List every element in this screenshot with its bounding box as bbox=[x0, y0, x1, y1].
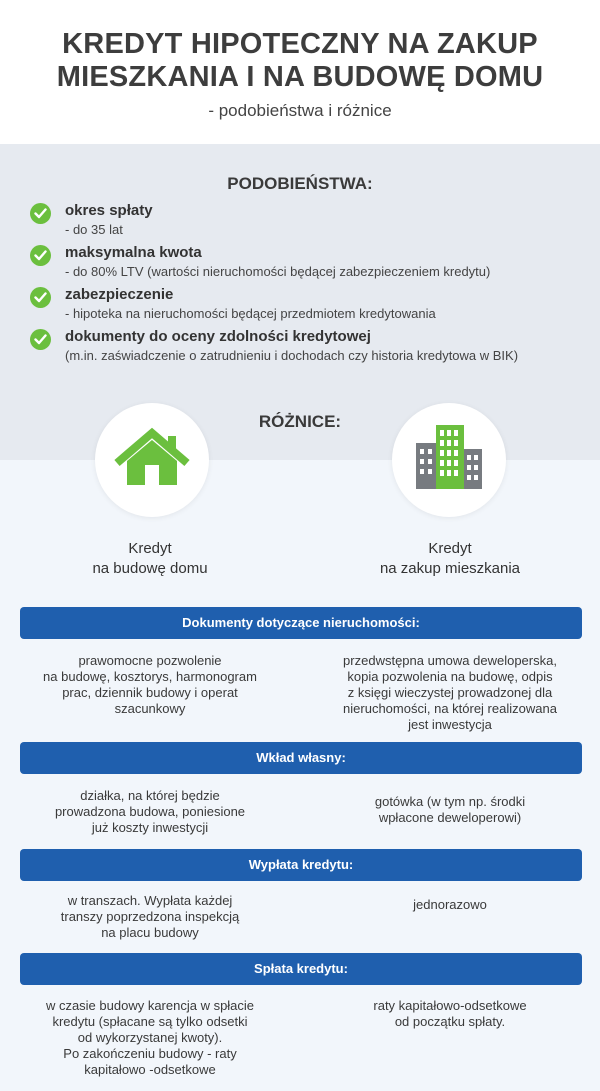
text-line: jednorazowo bbox=[413, 897, 487, 912]
section-bar-documents: Dokumenty dotyczące nieruchomości: bbox=[20, 607, 582, 639]
similarity-title: okres spłaty bbox=[65, 202, 153, 219]
label-line: Kredyt bbox=[128, 540, 172, 557]
text-line: kopia pozwolenia na budowę, odpis bbox=[347, 669, 553, 684]
text-line: prac, dziennik budowy i operat bbox=[62, 685, 238, 700]
text-line: od wykorzystanej kwoty). bbox=[77, 1030, 223, 1045]
label-line: na zakup mieszkania bbox=[379, 560, 521, 577]
section-bar-repayment: Spłata kredytu: bbox=[20, 953, 582, 985]
documents-apartment bbox=[320, 653, 580, 733]
page-title bbox=[0, 28, 600, 94]
text-line: na budowę, kosztorys, harmonogram bbox=[43, 669, 257, 684]
text-line: w transzach. Wypłata każdej bbox=[67, 893, 233, 908]
similarity-title: dokumenty do oceny zdolności kredytowej bbox=[65, 328, 371, 345]
house-loan-label bbox=[40, 539, 260, 579]
own-contribution-apartment bbox=[320, 794, 580, 826]
check-icon bbox=[30, 245, 51, 266]
text-line: Po zakończeniu budowy - raty bbox=[63, 1046, 237, 1061]
similarity-title: maksymalna kwota bbox=[65, 244, 202, 261]
text-line: szacunkowy bbox=[114, 701, 186, 716]
house-icon bbox=[95, 403, 209, 517]
check-icon bbox=[30, 203, 51, 224]
text-line: od początku spłaty. bbox=[394, 1014, 506, 1029]
similarity-desc: - hipoteka na nieruchomości będącej przedmiotem kredytowania bbox=[65, 306, 436, 321]
label-line: na budowę domu bbox=[92, 560, 208, 577]
text-line: kapitałowo -odsetkowe bbox=[84, 1062, 216, 1077]
apartment-loan-label bbox=[340, 539, 560, 579]
text-line: kredytu (spłacane są tylko odsetki bbox=[52, 1014, 248, 1029]
building-icon bbox=[392, 403, 506, 517]
text-line: w czasie budowy karencja w spłacie bbox=[45, 998, 255, 1013]
page-subtitle: - podobieństwa i różnice bbox=[208, 101, 392, 120]
text-line: nieruchomości, na której realizowana bbox=[343, 701, 557, 716]
text-line: gotówka (w tym np. środki bbox=[374, 794, 526, 809]
label-line: Kredyt bbox=[428, 540, 472, 557]
text-line: prawomocne pozwolenie bbox=[78, 653, 222, 668]
similarities-heading: PODOBIEŃSTWA: bbox=[227, 174, 373, 193]
text-line: transzy poprzedzona inspekcją bbox=[60, 909, 240, 924]
header bbox=[0, 0, 600, 144]
similarity-desc: - do 35 lat bbox=[65, 222, 123, 237]
text-line: już koszty inwestycji bbox=[91, 820, 209, 835]
text-line: z księgi wieczystej prowadzonej dla bbox=[347, 685, 553, 700]
similarity-title: zabezpieczenie bbox=[65, 286, 174, 303]
title-line-1: KREDYT HIPOTECZNY NA ZAKUP bbox=[62, 28, 538, 60]
check-icon bbox=[30, 329, 51, 350]
similarity-desc: - do 80% LTV (wartości nieruchomości będącej zabezpieczeniem kredytu) bbox=[65, 264, 491, 279]
similarity-desc: (m.in. zaświadczenie o zatrudnieniu i dochodach czy historia kredytowa w BIK) bbox=[65, 348, 519, 363]
check-icon bbox=[30, 287, 51, 308]
section-bar-payout: Wypłata kredytu: bbox=[20, 849, 582, 881]
documents-house bbox=[30, 653, 270, 717]
text-line: jest inwestycja bbox=[408, 717, 492, 732]
payout-house bbox=[30, 893, 270, 941]
text-line: wpłacone deweloperowi) bbox=[378, 810, 522, 825]
differences-heading: RÓŻNICE: bbox=[258, 412, 342, 431]
text-line: przedwstępna umowa deweloperska, bbox=[343, 653, 557, 668]
text-line: na placu budowy bbox=[101, 925, 199, 940]
repayment-apartment bbox=[320, 998, 580, 1030]
text-line: raty kapitałowo-odsetkowe bbox=[373, 998, 527, 1013]
section-bar-own-contribution: Wkład własny: bbox=[20, 742, 582, 774]
text-line: prowadzona budowa, poniesione bbox=[54, 804, 246, 819]
repayment-house bbox=[30, 998, 270, 1078]
own-contribution-house bbox=[30, 788, 270, 836]
payout-apartment bbox=[320, 897, 580, 913]
title-line-2: MIESZKANIA I NA BUDOWĘ DOMU bbox=[56, 61, 544, 93]
text-line: działka, na której będzie bbox=[80, 788, 220, 803]
